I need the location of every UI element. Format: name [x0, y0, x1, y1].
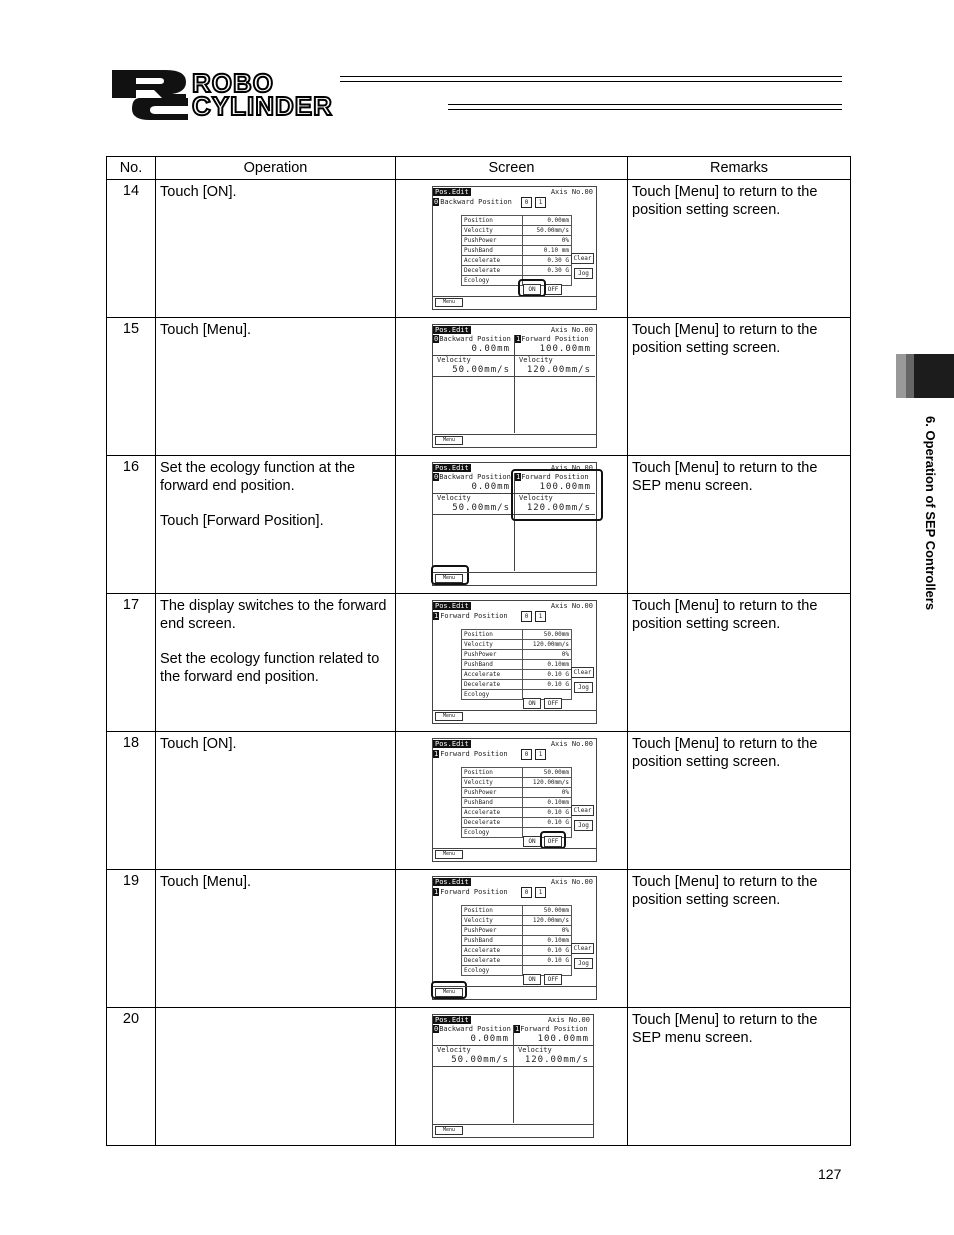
row-remarks: Touch [Menu] to return to the SEP menu screen.: [628, 1008, 851, 1146]
row-no: 15: [107, 318, 156, 456]
row-screen: [396, 318, 628, 456]
row-remarks: Touch [Menu] to return to the position setting screen.: [628, 732, 851, 870]
table-row: [107, 594, 851, 732]
operation-text: The display switches to the forward end screen.: [160, 598, 387, 632]
clear-button[interactable]: Clear: [571, 253, 594, 264]
clear-button[interactable]: Clear: [571, 667, 594, 678]
row-no: 19: [107, 870, 156, 1008]
col-operation: Operation: [156, 157, 396, 180]
table-header: [107, 157, 851, 180]
table-row: [107, 456, 851, 594]
lcd-screen: [432, 1014, 594, 1138]
highlight-marker: [511, 469, 603, 521]
page-number: 127: [818, 1166, 842, 1182]
header-rule: [448, 109, 842, 110]
col-remarks: Remarks: [628, 157, 851, 180]
row-remarks: Touch [Menu] to return to the SEP menu screen.: [628, 456, 851, 594]
lcd-screen: [432, 462, 597, 586]
highlight-marker: [540, 831, 566, 849]
ecology-on-button[interactable]: ON: [523, 974, 541, 985]
lcd-position-label: 1 Forward Position: [434, 750, 508, 758]
lcd-screen: [432, 186, 597, 310]
row-operation: [156, 594, 396, 732]
jog-button[interactable]: Jog: [574, 682, 593, 693]
row-remarks: Touch [Menu] to return to the position setting screen.: [628, 180, 851, 318]
forward-panel[interactable]: 1Forward Position 100.00mm Velocity 120.00mm/s: [515, 473, 595, 571]
lcd-title: Pos.Edit: [435, 326, 469, 334]
forward-panel[interactable]: 1Forward Position 100.00mm Velocity 120.00mm/s: [515, 335, 595, 433]
lcd-title: Pos.Edit: [435, 464, 469, 472]
chapter-title: 6. Operation of SEP Controllers: [923, 416, 938, 611]
backward-panel[interactable]: 0Backward Position 0.00mm Velocity 50.00mm/s: [433, 335, 515, 433]
clear-button[interactable]: Clear: [571, 805, 594, 816]
row-no: 20: [107, 1008, 156, 1146]
table-row: [107, 732, 851, 870]
lcd-screen: [432, 324, 597, 448]
ecology-off-button[interactable]: OFF: [544, 836, 562, 847]
row-no: 18: [107, 732, 156, 870]
row-operation: [156, 870, 396, 1008]
switch-1-button[interactable]: 1: [535, 887, 546, 898]
jog-button[interactable]: Jog: [574, 958, 593, 969]
row-operation: [156, 1008, 396, 1146]
operation-text: Touch [ON].: [160, 184, 237, 200]
switch-1-button[interactable]: 1: [535, 749, 546, 760]
logo-word-robo: ROBO: [192, 68, 274, 98]
row-operation: [156, 180, 396, 318]
lcd-axis: Axis No.00: [550, 326, 593, 334]
lcd-position-label: 1 Forward Position: [434, 612, 508, 620]
ecology-off-button[interactable]: OFF: [544, 974, 562, 985]
param-table: Position 50.00mm Velocity 120.00mm/s PushPower 0% PushBand 0.10mm Accelerate 0.10 G Decelerate 0.10 G Ecology: [461, 767, 572, 838]
row-operation: [156, 456, 396, 594]
row-screen: [396, 732, 628, 870]
header-rule: [340, 76, 842, 77]
forward-panel[interactable]: 1Forward Position 100.00mm Velocity 120.00mm/s: [514, 1025, 593, 1123]
switch-0-button[interactable]: 0: [521, 197, 532, 208]
logo-word-cylinder: CYLINDER: [192, 91, 333, 121]
lcd-title: Pos.Edit: [435, 740, 469, 748]
switch-0-button[interactable]: 0: [521, 611, 532, 622]
lcd-axis: Axis No.00: [547, 1016, 590, 1024]
lcd-title: Pos.Edit: [435, 602, 469, 610]
menu-button[interactable]: Menu: [435, 298, 463, 307]
menu-button[interactable]: Menu: [435, 1126, 463, 1135]
row-screen: [396, 594, 628, 732]
param-table: Position 0.00mm Velocity 50.00mm/s PushPower 0% PushBand 0.10 mm Accelerate 0.30 G Decelerate 0.30 G Ecology: [461, 215, 572, 286]
operation-text: Touch [Forward Position].: [160, 513, 324, 529]
lcd-axis: Axis No.00: [550, 464, 593, 472]
operation-text: Touch [Menu].: [160, 874, 252, 890]
switch-0-button[interactable]: 0: [521, 887, 532, 898]
table-row: [107, 1008, 851, 1146]
ecology-on-button[interactable]: ON: [523, 836, 541, 847]
switch-1-button[interactable]: 1: [535, 611, 546, 622]
row-screen: [396, 870, 628, 1008]
lcd-position-label: 0 Backward Position: [434, 198, 512, 206]
lcd-axis: Axis No.00: [550, 740, 593, 748]
row-screen: [396, 1008, 628, 1146]
lcd-screen: [432, 876, 597, 1000]
operation-text: Touch [ON].: [160, 736, 237, 752]
lcd-screen: [432, 600, 597, 724]
lcd-axis: Axis No.00: [550, 878, 593, 886]
lcd-title: Pos.Edit: [435, 1016, 469, 1024]
switch-1-button[interactable]: 1: [535, 197, 546, 208]
row-screen: [396, 180, 628, 318]
col-screen: Screen: [396, 157, 628, 180]
jog-button[interactable]: Jog: [574, 820, 593, 831]
menu-button[interactable]: Menu: [435, 988, 463, 997]
row-no: 17: [107, 594, 156, 732]
ecology-on-button[interactable]: ON: [523, 698, 541, 709]
row-remarks: Touch [Menu] to return to the position setting screen.: [628, 594, 851, 732]
row-no: 14: [107, 180, 156, 318]
header-rule: [340, 81, 842, 82]
procedure-table: [106, 156, 851, 1146]
lcd-axis: Axis No.00: [550, 602, 593, 610]
highlight-marker: [518, 279, 546, 297]
lcd-position-label: 1 Forward Position: [434, 888, 508, 896]
lcd-title: Pos.Edit: [435, 878, 469, 886]
clear-button[interactable]: Clear: [571, 943, 594, 954]
row-no: 16: [107, 456, 156, 594]
row-remarks: Touch [Menu] to return to the position setting screen.: [628, 318, 851, 456]
backward-panel[interactable]: 0Backward Position 0.00mm Velocity 50.00mm/s: [433, 473, 515, 571]
menu-button[interactable]: Menu: [435, 574, 463, 583]
lcd-title: Pos.Edit: [435, 188, 469, 196]
operation-text: Set the ecology function related to the forward end position.: [160, 651, 380, 685]
lcd-screen: [432, 738, 597, 862]
operation-text: Touch [Menu].: [160, 322, 252, 338]
ecology-off-button[interactable]: OFF: [544, 698, 562, 709]
lcd-axis: Axis No.00: [550, 188, 593, 196]
ecology-off-button[interactable]: OFF: [544, 284, 562, 295]
row-operation: [156, 732, 396, 870]
param-table: Position 50.00mm Velocity 120.00mm/s PushPower 0% PushBand 0.10mm Accelerate 0.10 G Decelerate 0.10 G Ecology: [461, 905, 572, 976]
col-no: No.: [107, 157, 156, 180]
row-remarks: Touch [Menu] to return to the position setting screen.: [628, 870, 851, 1008]
row-screen: [396, 456, 628, 594]
param-table: Position 50.00mm Velocity 120.00mm/s PushPower 0% PushBand 0.10mm Accelerate 0.10 G Decelerate 0.10 G Ecology: [461, 629, 572, 700]
chapter-tab: [896, 354, 954, 398]
backward-panel[interactable]: 0Backward Position 0.00mm Velocity 50.00mm/s: [433, 1025, 514, 1123]
menu-button[interactable]: Menu: [435, 712, 463, 721]
rc-logo-mark: [110, 68, 190, 120]
table-row: [107, 870, 851, 1008]
header-rule: [448, 104, 842, 105]
row-operation: [156, 318, 396, 456]
table-row: [107, 180, 851, 318]
switch-0-button[interactable]: 0: [521, 749, 532, 760]
table-row: [107, 318, 851, 456]
operation-text: Set the ecology function at the forward end position.: [160, 460, 356, 494]
menu-button[interactable]: Menu: [435, 436, 463, 445]
ecology-on-button[interactable]: ON: [523, 284, 541, 295]
jog-button[interactable]: Jog: [574, 268, 593, 279]
menu-button[interactable]: Menu: [435, 850, 463, 859]
